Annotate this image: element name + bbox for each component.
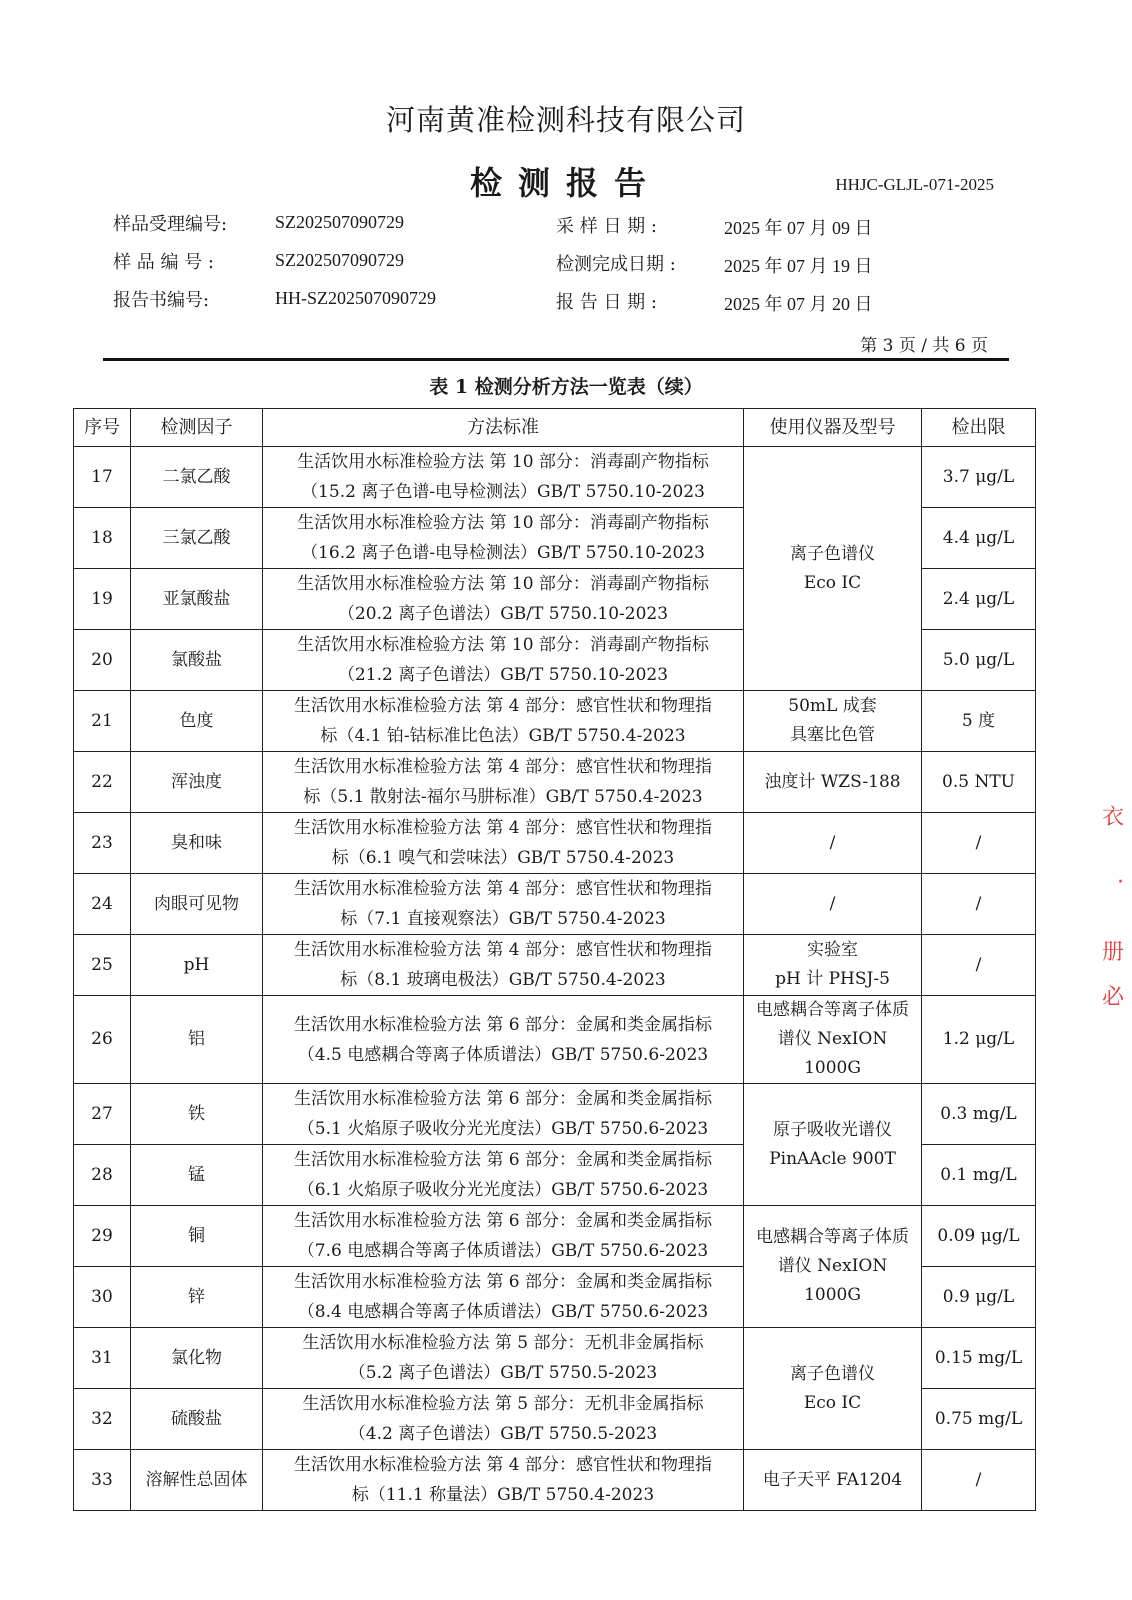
row-limit: 4.4 μg/L xyxy=(922,508,1036,569)
row-method: 生活饮用水标准检验方法 第 10 部分：消毒副产物指标 （20.2 离子色谱法）GB/T 5750.10-2023 xyxy=(263,569,744,630)
sample-no-label: 样 品 编 号 : xyxy=(113,252,214,273)
row-method: 生活饮用水标准检验方法 第 10 部分：消毒副产物指标 （15.2 离子色谱-电导检测法）GB/T 5750.10-2023 xyxy=(263,447,744,508)
row-no: 23 xyxy=(74,813,131,874)
row-method: 生活饮用水标准检验方法 第 10 部分：消毒副产物指标 （21.2 离子色谱法）GB/T 5750.10-2023 xyxy=(263,630,744,691)
row-factor: 臭和味 xyxy=(131,813,263,874)
row-method: 生活饮用水标准检验方法 第 4 部分：感官性状和物理指 标（4.1 铂-钴标准比色法）GB/T 5750.4-2023 xyxy=(263,691,744,752)
page-number: 第 3 页 / 共 6 页 xyxy=(860,336,988,356)
report-date-label: 报 告 日 期 : xyxy=(556,292,657,313)
row-factor: 浑浊度 xyxy=(131,752,263,813)
table-row xyxy=(74,1450,1036,1511)
row-limit: / xyxy=(922,1450,1036,1511)
row-method: 生活饮用水标准检验方法 第 6 部分：金属和类金属指标 （5.1 火焰原子吸收分光光度法）GB/T 5750.6-2023 xyxy=(263,1084,744,1145)
row-no: 27 xyxy=(74,1084,131,1145)
row-factor: 色度 xyxy=(131,691,263,752)
row-factor: 氯化物 xyxy=(131,1328,263,1389)
table-row xyxy=(74,996,1036,1084)
row-limit: 0.75 mg/L xyxy=(922,1389,1036,1450)
row-no: 25 xyxy=(74,935,131,996)
header-no: 序号 xyxy=(74,409,131,447)
row-instrument: 浊度计 WZS-188 xyxy=(744,752,922,813)
table-row xyxy=(74,447,1036,508)
company-name: 河南黄准检测科技有限公司 xyxy=(385,103,746,137)
table-row xyxy=(74,935,1036,996)
row-no: 28 xyxy=(74,1145,131,1206)
row-limit: 5.0 μg/L xyxy=(922,630,1036,691)
table-row xyxy=(74,1084,1036,1145)
row-no: 32 xyxy=(74,1389,131,1450)
header-factor: 检测因子 xyxy=(131,409,263,447)
row-instrument: 电感耦合等离子体质 谱仪 NexION 1000G xyxy=(744,996,922,1084)
row-instrument: 电感耦合等离子体质 谱仪 NexION 1000G xyxy=(744,1206,922,1328)
table-row xyxy=(74,1206,1036,1267)
row-no: 30 xyxy=(74,1267,131,1328)
margin-stamp-char-4: 必 xyxy=(1101,985,1124,1010)
report-no-value: HH-SZ202507090729 xyxy=(275,288,436,308)
sample-accept-value: SZ202507090729 xyxy=(275,212,405,232)
row-no: 17 xyxy=(74,447,131,508)
report-no-label: 报告书编号: xyxy=(113,290,210,311)
row-limit: 0.9 μg/L xyxy=(922,1267,1036,1328)
row-limit: 5 度 xyxy=(922,691,1036,752)
row-method: 生活饮用水标准检验方法 第 5 部分：无机非金属指标 （4.2 离子色谱法）GB/T 5750.5-2023 xyxy=(263,1389,744,1450)
complete-date-label: 检测完成日期 : xyxy=(556,254,676,275)
report-code: HHJC-GLJL-071-2025 xyxy=(835,175,994,194)
table-row xyxy=(74,874,1036,935)
report-title: 检测报告 xyxy=(469,164,662,202)
row-no: 22 xyxy=(74,752,131,813)
row-no: 33 xyxy=(74,1450,131,1511)
row-no: 18 xyxy=(74,508,131,569)
row-factor: 铝 xyxy=(131,996,263,1084)
row-method: 生活饮用水标准检验方法 第 4 部分：感官性状和物理指 标（8.1 玻璃电极法）GB/T 5750.4-2023 xyxy=(263,935,744,996)
sample-no-value: SZ202507090729 xyxy=(275,250,405,270)
margin-stamp-char-3: 册 xyxy=(1101,940,1124,965)
row-instrument: 50mL 成套 具塞比色管 xyxy=(744,691,922,752)
row-factor: 肉眼可见物 xyxy=(131,874,263,935)
row-factor: 亚氯酸盐 xyxy=(131,569,263,630)
row-factor: 二氯乙酸 xyxy=(131,447,263,508)
table-row xyxy=(74,691,1036,752)
table-row xyxy=(74,1328,1036,1389)
row-method: 生活饮用水标准检验方法 第 4 部分：感官性状和物理指 标（7.1 直接观察法）GB/T 5750.4-2023 xyxy=(263,874,744,935)
row-limit: / xyxy=(922,935,1036,996)
row-method: 生活饮用水标准检验方法 第 4 部分：感官性状和物理指 标（6.1 嗅气和尝味法）GB/T 5750.4-2023 xyxy=(263,813,744,874)
row-limit: 0.5 NTU xyxy=(922,752,1036,813)
row-no: 21 xyxy=(74,691,131,752)
row-instrument: 实验室 pH 计 PHSJ-5 xyxy=(744,935,922,996)
row-method: 生活饮用水标准检验方法 第 6 部分：金属和类金属指标 （7.6 电感耦合等离子体质谱法）GB/T 5750.6-2023 xyxy=(263,1206,744,1267)
row-no: 20 xyxy=(74,630,131,691)
row-method: 生活饮用水标准检验方法 第 6 部分：金属和类金属指标 （4.5 电感耦合等离子体质谱法）GB/T 5750.6-2023 xyxy=(263,996,744,1084)
margin-stamp-char-2: · xyxy=(1117,870,1124,895)
row-no: 19 xyxy=(74,569,131,630)
row-factor: 氯酸盐 xyxy=(131,630,263,691)
row-no: 24 xyxy=(74,874,131,935)
row-instrument: 电子天平 FA1204 xyxy=(744,1450,922,1511)
row-method: 生活饮用水标准检验方法 第 4 部分：感官性状和物理指 标（5.1 散射法-福尔马肼标准）GB/T 5750.4-2023 xyxy=(263,752,744,813)
header-instrument: 使用仪器及型号 xyxy=(744,409,922,447)
header-limit: 检出限 xyxy=(922,409,1036,447)
row-limit: 0.1 mg/L xyxy=(922,1145,1036,1206)
table-row xyxy=(74,752,1036,813)
row-method: 生活饮用水标准检验方法 第 5 部分：无机非金属指标 （5.2 离子色谱法）GB/T 5750.5-2023 xyxy=(263,1328,744,1389)
table-row xyxy=(74,813,1036,874)
row-instrument: / xyxy=(744,874,922,935)
header-method: 方法标准 xyxy=(263,409,744,447)
row-factor: 锰 xyxy=(131,1145,263,1206)
row-method: 生活饮用水标准检验方法 第 10 部分：消毒副产物指标 （16.2 离子色谱-电导检测法）GB/T 5750.10-2023 xyxy=(263,508,744,569)
row-factor: 溶解性总固体 xyxy=(131,1450,263,1511)
row-instrument: 离子色谱仪 Eco IC xyxy=(744,447,922,691)
row-limit: 3.7 μg/L xyxy=(922,447,1036,508)
row-limit: 1.2 μg/L xyxy=(922,996,1036,1084)
report-date-value: 2025 年 07 月 20 日 xyxy=(724,294,873,314)
methods-table xyxy=(73,408,1036,1511)
row-factor: 铜 xyxy=(131,1206,263,1267)
header-rule xyxy=(103,358,1009,361)
row-limit: 0.15 mg/L xyxy=(922,1328,1036,1389)
row-factor: 锌 xyxy=(131,1267,263,1328)
row-instrument: / xyxy=(744,813,922,874)
sampling-date-value: 2025 年 07 月 09 日 xyxy=(724,218,873,238)
complete-date-value: 2025 年 07 月 19 日 xyxy=(724,256,873,276)
row-instrument: 离子色谱仪 Eco IC xyxy=(744,1328,922,1450)
row-limit: 0.3 mg/L xyxy=(922,1084,1036,1145)
row-limit: / xyxy=(922,874,1036,935)
row-factor: pH xyxy=(131,935,263,996)
row-limit: 2.4 μg/L xyxy=(922,569,1036,630)
row-no: 29 xyxy=(74,1206,131,1267)
row-factor: 三氯乙酸 xyxy=(131,508,263,569)
row-factor: 硫酸盐 xyxy=(131,1389,263,1450)
margin-stamp-char-1: 衣 xyxy=(1101,805,1124,830)
row-no: 26 xyxy=(74,996,131,1084)
table-header-row xyxy=(74,409,1036,447)
row-instrument: 原子吸收光谱仪 PinAAcle 900T xyxy=(744,1084,922,1206)
row-limit: / xyxy=(922,813,1036,874)
sampling-date-label: 采 样 日 期 : xyxy=(556,216,657,237)
row-factor: 铁 xyxy=(131,1084,263,1145)
row-method: 生活饮用水标准检验方法 第 4 部分：感官性状和物理指 标（11.1 称量法）GB/T 5750.4-2023 xyxy=(263,1450,744,1511)
table-caption: 表 1 检测分析方法一览表（续） xyxy=(429,376,703,398)
row-method: 生活饮用水标准检验方法 第 6 部分：金属和类金属指标 （6.1 火焰原子吸收分光光度法）GB/T 5750.6-2023 xyxy=(263,1145,744,1206)
row-limit: 0.09 μg/L xyxy=(922,1206,1036,1267)
row-method: 生活饮用水标准检验方法 第 6 部分：金属和类金属指标 （8.4 电感耦合等离子体质谱法）GB/T 5750.6-2023 xyxy=(263,1267,744,1328)
sample-accept-label: 样品受理编号: xyxy=(113,214,228,235)
row-no: 31 xyxy=(74,1328,131,1389)
